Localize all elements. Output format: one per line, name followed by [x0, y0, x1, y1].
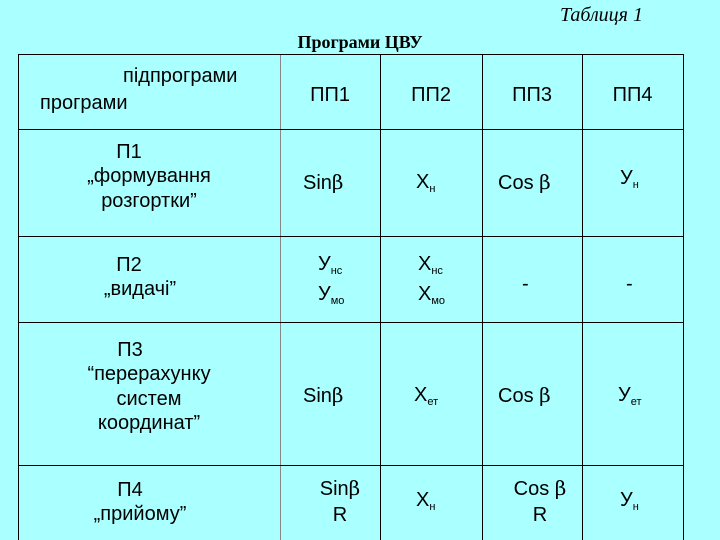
row-divider: [18, 236, 683, 237]
row-label-p3: [18, 338, 280, 436]
subscript: ет: [630, 396, 642, 408]
cell-p4-pp4: [620, 488, 639, 514]
label-line: П3: [117, 339, 143, 361]
cell-p2-pp4: -: [626, 273, 633, 295]
label-line: П4: [117, 479, 143, 501]
cell-text: R: [532, 504, 548, 527]
cell-text: У: [318, 283, 331, 306]
table-caption: Таблиця 1: [560, 4, 643, 26]
table-border-right: [683, 54, 684, 540]
cell-p1-pp2: [416, 170, 435, 196]
label-line: П1: [116, 141, 142, 163]
subscript: н: [429, 501, 436, 513]
header-subprograms: підпрограми: [123, 65, 238, 87]
cell-p2-pp1: [318, 252, 344, 309]
beta-symbol: β: [539, 170, 551, 194]
subscript: н: [632, 501, 639, 513]
table-divider: [582, 54, 583, 540]
cell-p2-pp2: [418, 252, 445, 309]
table-divider: [280, 54, 281, 540]
row-divider: [18, 465, 683, 466]
cell-p4-pp1: [300, 476, 380, 528]
label-line: “перерахунку: [87, 363, 211, 386]
cell-text: R: [332, 504, 348, 527]
cell-text: Cos: [498, 385, 540, 407]
cell-p3-pp2: [414, 383, 438, 409]
beta-symbol: β: [348, 476, 361, 500]
subscript: мо: [330, 295, 345, 308]
subscript: мо: [431, 295, 446, 308]
cell-text: Cos: [513, 478, 555, 500]
cell-p3-pp3: [498, 383, 551, 408]
cell-text: Sin: [319, 478, 349, 500]
cell-text: У: [618, 384, 631, 406]
header-pp2: ПП2: [411, 84, 451, 106]
cell-text: У: [318, 253, 331, 275]
header-pp4: ПП4: [612, 84, 653, 106]
cell-text: У: [620, 167, 633, 189]
cell-text: Х: [418, 283, 432, 306]
cell-p3-pp1: [303, 383, 343, 408]
header-pp3: ПП3: [512, 84, 552, 106]
header-pp1: ПП1: [310, 84, 350, 106]
label-line: „видачі”: [103, 278, 177, 301]
cell-text: Cos: [498, 172, 540, 194]
table-divider: [482, 54, 483, 540]
label-line: координат”: [97, 412, 201, 435]
table-title: Програми ЦВУ: [297, 32, 423, 52]
cell-text: Х: [416, 171, 430, 193]
row-label-p2: [18, 253, 280, 302]
cell-p2-pp3: -: [522, 273, 529, 295]
beta-symbol: β: [554, 476, 567, 500]
cell-p3-pp4: [618, 383, 642, 409]
cell-p1-pp3: [498, 170, 551, 195]
label-line: „прийому”: [93, 503, 187, 526]
header-programs: програми: [40, 92, 128, 114]
beta-symbol: β: [331, 383, 344, 407]
cell-p4-pp2: [416, 488, 435, 514]
cell-text: У: [620, 489, 633, 511]
cell-text: Sin: [303, 172, 332, 194]
cell-p1-pp1: [303, 170, 343, 195]
row-divider: [18, 322, 683, 323]
beta-symbol: β: [539, 383, 551, 407]
cell-text: Х: [418, 253, 432, 275]
beta-symbol: β: [331, 170, 344, 194]
cell-text: Sin: [303, 385, 332, 407]
subscript: н: [429, 183, 436, 195]
table-divider: [380, 54, 381, 540]
label-line: П2: [116, 254, 142, 276]
row-label-p4: [18, 478, 280, 527]
subscript: н: [632, 179, 639, 191]
row-label-p1: [18, 140, 280, 213]
label-line: „формування: [87, 165, 211, 188]
cell-p4-pp3: [498, 476, 582, 528]
subscript: нс: [431, 265, 443, 277]
cell-p1-pp4: [620, 166, 639, 192]
table-border-top: [18, 54, 683, 55]
label-line: розгортки”: [101, 189, 197, 212]
label-line: систем: [116, 387, 182, 410]
cell-text: Х: [414, 384, 428, 406]
cell-text: Х: [416, 489, 430, 511]
subscript: ет: [427, 396, 439, 408]
row-divider: [18, 129, 683, 130]
subscript: нс: [330, 265, 343, 277]
